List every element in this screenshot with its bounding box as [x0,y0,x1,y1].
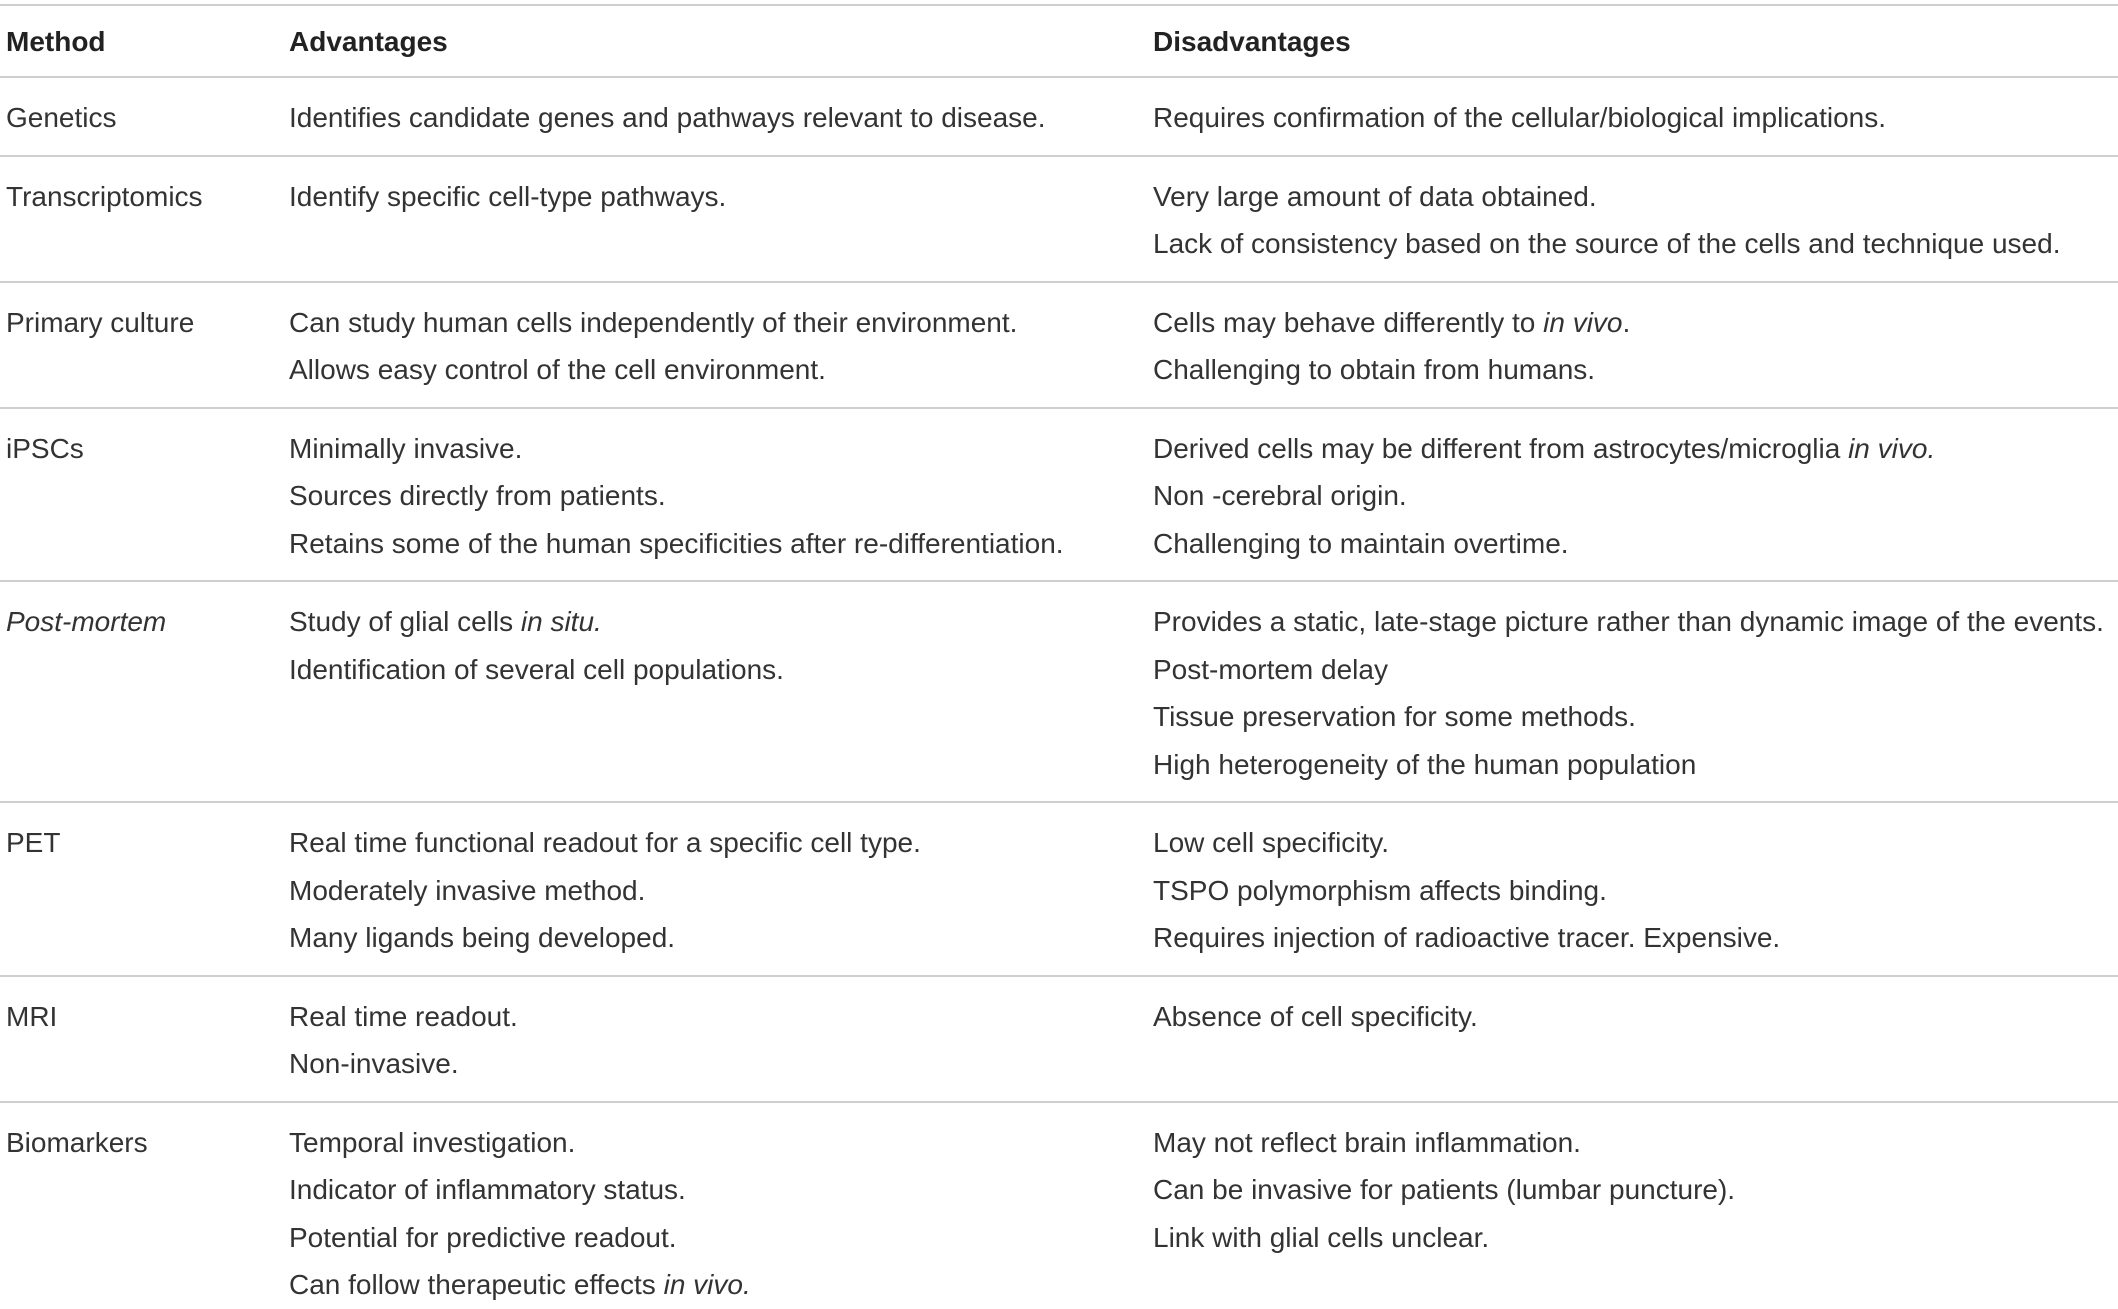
text-segment: Can be invasive for patients (lumbar puncture). [1153,1174,1736,1205]
advantage-item [289,646,1139,694]
table-top-rule [0,4,2118,6]
text-segment: Challenging to obtain from humans. [1153,354,1596,385]
disadvantage-item [1153,1119,2118,1167]
method-label: Primary culture [6,306,195,338]
method-label: Biomarkers [6,1126,148,1158]
disadvantage-item [1153,646,2118,694]
header-method-label: Method [6,26,106,57]
text-segment: Post-mortem delay [1153,653,1388,685]
advantage-item [289,598,1139,646]
advantages-cell [289,425,1139,568]
text-segment: Moderately invasive method. [289,874,646,906]
advantage-item [289,472,1139,520]
text-segment: Non -cerebral origin. [1153,480,1407,511]
text-segment: in situ. [520,606,602,637]
method-label: PET [6,827,61,858]
disadvantage-item [1153,299,2118,347]
text-segment: Identifies candidate genes and pathways relevant to disease. [289,102,1046,133]
advantage-item [289,1214,1139,1262]
text-segment: in vivo. [1848,432,1936,464]
disadvantage-item [1153,220,2118,268]
advantages-cell [289,1119,1139,1309]
advantage-item [289,346,1139,394]
text-segment: Non-invasive. [289,1048,459,1079]
disadvantage-item [1153,867,2118,915]
disadvantages-cell [1153,1119,2118,1262]
disadvantage-item [1153,693,2118,741]
text-segment: Challenging to maintain overtime. [1153,527,1569,559]
text-segment: Indicator of inflammatory status. [289,1174,686,1205]
row-divider [0,407,2118,409]
row-divider [0,1101,2118,1103]
method-label: Transcriptomics [6,180,203,212]
advantages-cell [289,598,1139,693]
text-segment: in vivo. [663,1269,751,1300]
disadvantages-cell [1153,173,2118,268]
method-label: iPSCs [6,432,84,464]
text-segment: TSPO polymorphism affects binding. [1153,874,1607,906]
text-segment: Requires confirmation of the cellular/biological implications. [1153,102,1887,133]
header-rule [0,76,2118,78]
text-segment: Very large amount of data obtained. [1153,180,1597,212]
advantage-item [289,1261,1139,1309]
disadvantages-cell [1153,819,2118,962]
text-segment: Can follow therapeutic effects [289,1269,664,1300]
advantage-item [289,173,1139,221]
disadvantages-cell [1153,993,2118,1041]
text-segment: Real time functional readout for a specific cell type. [289,827,921,858]
advantage-item [289,425,1139,473]
advantage-item [289,914,1139,962]
disadvantage-item [1153,914,2118,962]
disadvantage-item [1153,1214,2118,1262]
text-segment: Identify specific cell-type pathways. [289,180,727,212]
row-divider [0,155,2118,157]
text-segment: Low cell specificity. [1153,827,1390,858]
text-segment: Lack of consistency based on the source of the cells and technique used. [1153,228,2061,259]
text-segment: May not reflect brain inflammation. [1153,1126,1581,1158]
advantages-cell [289,993,1139,1088]
advantage-item [289,1166,1139,1214]
method-cell [6,299,276,347]
text-segment: Temporal investigation. [289,1126,576,1158]
disadvantage-item [1153,346,2118,394]
text-segment: Retains some of the human specificities after re-differentiation. [289,527,1064,559]
advantage-item [289,867,1139,915]
disadvantage-item [1153,598,2118,646]
disadvantages-cell [1153,598,2118,788]
text-segment: Can study human cells independently of their environment. [289,306,1018,338]
advantages-cell [289,94,1139,142]
disadvantage-item [1153,173,2118,221]
text-segment: Many ligands being developed. [289,922,676,953]
method-label: Genetics [6,102,117,133]
header-disadvantages-label: Disadvantages [1153,26,1351,57]
text-segment: Sources directly from patients. [289,480,666,511]
disadvantage-item [1153,425,2118,473]
header-advantages [289,18,1139,66]
header-disadvantages [1153,18,2118,66]
text-segment: Identification of several cell populations. [289,653,784,685]
method-cell [6,819,276,867]
advantage-item [289,1119,1139,1167]
disadvantage-item [1153,520,2118,568]
method-cell [6,425,276,473]
method-label: MRI [6,1000,58,1032]
disadvantage-item [1153,94,2118,142]
text-segment: Absence of cell specificity. [1153,1000,1478,1032]
text-segment: Derived cells may be different from astrocytes/microglia [1153,432,1849,464]
row-divider [0,580,2118,582]
disadvantage-item [1153,819,2118,867]
row-divider [0,281,2118,283]
text-segment: High heterogeneity of the human population [1153,748,1697,780]
text-segment: Study of glial cells [289,606,521,637]
method-cell [6,173,276,221]
disadvantages-cell [1153,299,2118,394]
text-segment: Requires injection of radioactive tracer. Expensive. [1153,922,1781,953]
text-segment: Minimally invasive. [289,432,523,464]
advantages-cell [289,299,1139,394]
row-divider [0,801,2118,803]
method-cell [6,94,276,142]
advantage-item [289,299,1139,347]
method-cell [6,598,276,646]
text-segment: Provides a static, late-stage picture rather than dynamic image of the events. [1153,606,2104,637]
text-segment: . [1622,306,1631,338]
text-segment: Cells may behave differently to [1153,306,1544,338]
header-advantages-label: Advantages [289,26,448,57]
advantage-item [289,1040,1139,1088]
advantages-cell [289,819,1139,962]
text-segment: Link with glial cells unclear. [1153,1221,1490,1253]
method-cell [6,1119,276,1167]
text-segment: Allows easy control of the cell environment. [289,354,826,385]
text-segment: in vivo [1543,306,1623,338]
header-method [6,18,276,66]
advantage-item [289,520,1139,568]
disadvantage-item [1153,1166,2118,1214]
text-segment: Tissue preservation for some methods. [1153,701,1636,732]
advantage-item [289,94,1139,142]
text-segment: Real time readout. [289,1000,518,1032]
disadvantage-item [1153,741,2118,789]
disadvantage-item [1153,993,2118,1041]
method-cell [6,993,276,1041]
advantages-cell [289,173,1139,221]
advantage-item [289,993,1139,1041]
method-label: Post-mortem [6,606,167,637]
text-segment: Potential for predictive readout. [289,1221,677,1253]
disadvantage-item [1153,472,2118,520]
disadvantages-cell [1153,94,2118,142]
disadvantages-cell [1153,425,2118,568]
row-divider [0,975,2118,977]
advantage-item [289,819,1139,867]
